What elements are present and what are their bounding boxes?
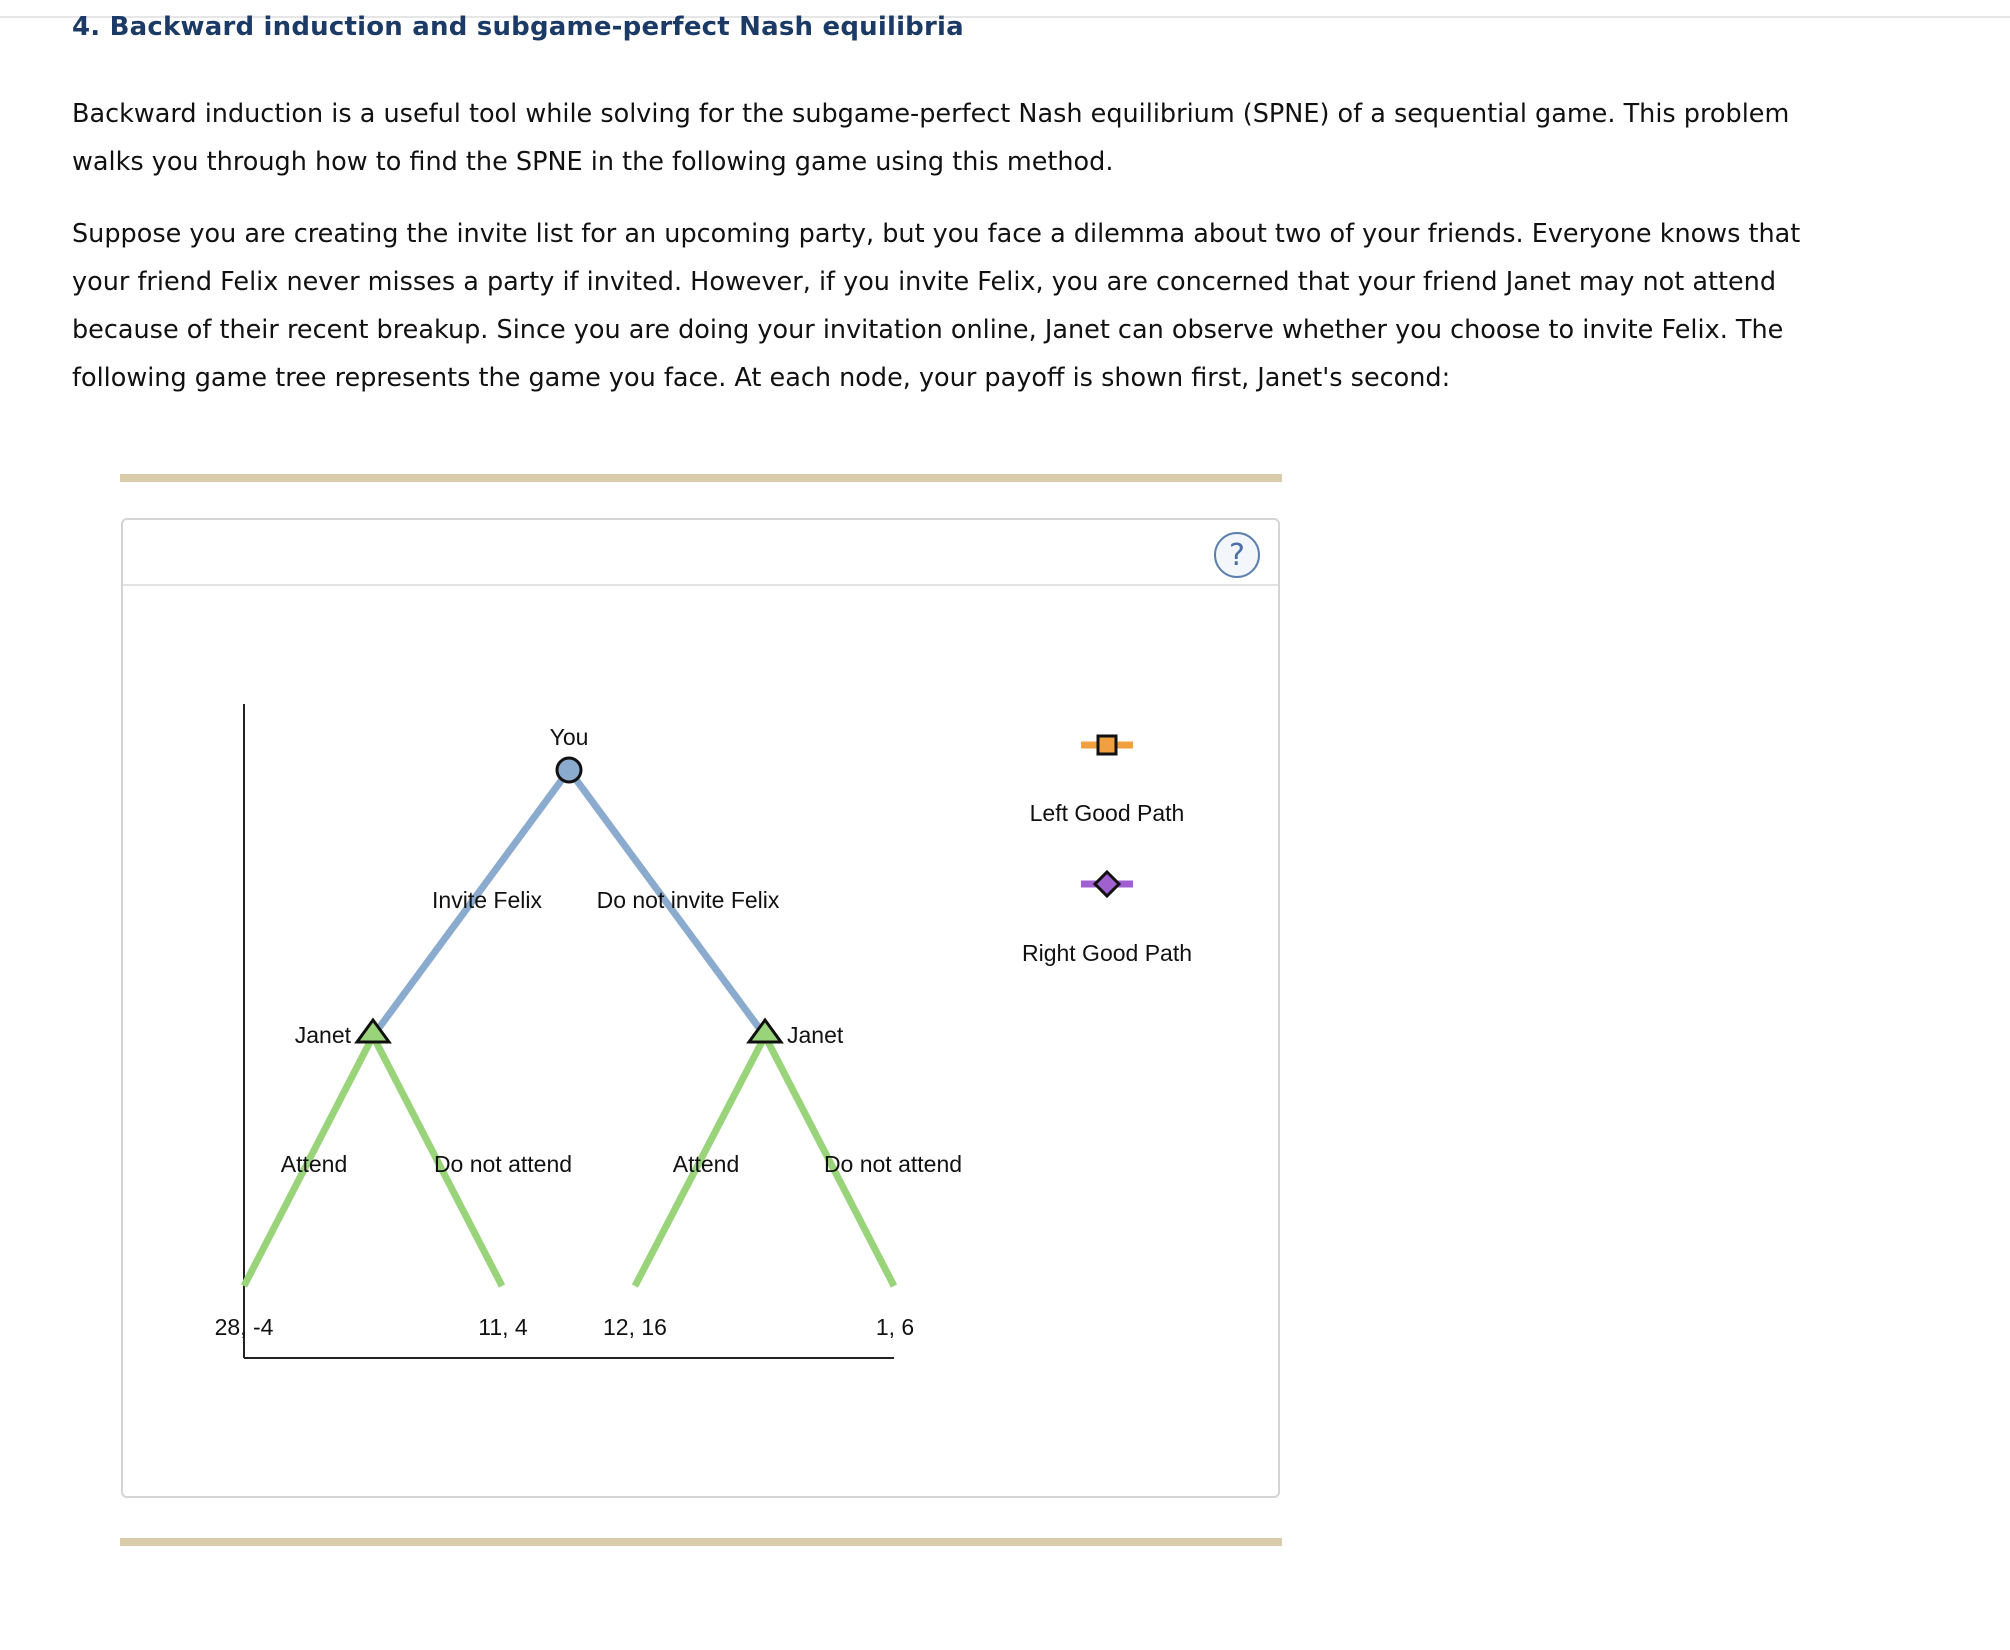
- panel-bottom-bar: [120, 1538, 1282, 1546]
- left-attend-label: Attend: [280, 1151, 348, 1177]
- payoff-4: 1, 6: [875, 1314, 915, 1340]
- left-good-path-tool[interactable]: [1081, 736, 1133, 754]
- panel-top-bar: [120, 474, 1282, 482]
- diamond-marker-icon: [1095, 872, 1119, 896]
- game-tree: [123, 520, 1282, 1500]
- right-player-label: Janet: [787, 1022, 844, 1048]
- action-invite-felix-label: Invite Felix: [432, 887, 542, 913]
- payoff-1: 28, -4: [214, 1314, 274, 1340]
- right-good-path-label: Right Good Path: [1021, 940, 1193, 966]
- left-good-path-label: Left Good Path: [1029, 800, 1185, 826]
- intro-paragraph: Backward induction is a useful tool while solving for the subgame-perfect Nash equilibrium (SPNE) of a sequential game. This problem walks you through how to find the SPNE in the following game using this method.: [72, 99, 1790, 177]
- scenario-paragraph: Suppose you are creating the invite list for an upcoming party, but you face a dilemma about two of your friends. Everyone knows that your friend Felix never misses a party if invited. However, if you invite Felix, you are concerned that your friend Janet may not attend because of their recent breakup. Since you are doing your invitation online, Janet can observe whether you choose to invite Felix. The following game tree represents the game you face. At each node, your payoff is shown first, Janet's second:: [72, 219, 1801, 393]
- help-icon: ?: [1229, 537, 1245, 573]
- left-player-label: Janet: [294, 1022, 351, 1048]
- right-attend-label: Attend: [672, 1151, 740, 1177]
- page-title: 4. Backward induction and subgame-perfect Nash equilibria: [72, 12, 964, 42]
- left-do-not-attend-label: Do not attend: [433, 1151, 573, 1177]
- square-marker-icon: [1098, 736, 1116, 754]
- you-node: [557, 758, 581, 782]
- root-player-label: You: [549, 724, 589, 750]
- action-do-not-invite-felix-label: Do not invite Felix: [596, 887, 780, 913]
- graph-panel: [121, 518, 1280, 1498]
- payoff-2: 11, 4: [478, 1314, 528, 1340]
- right-good-path-tool[interactable]: [1081, 872, 1133, 896]
- payoff-3: 12, 16: [603, 1314, 667, 1340]
- right-do-not-attend-label: Do not attend: [823, 1151, 963, 1177]
